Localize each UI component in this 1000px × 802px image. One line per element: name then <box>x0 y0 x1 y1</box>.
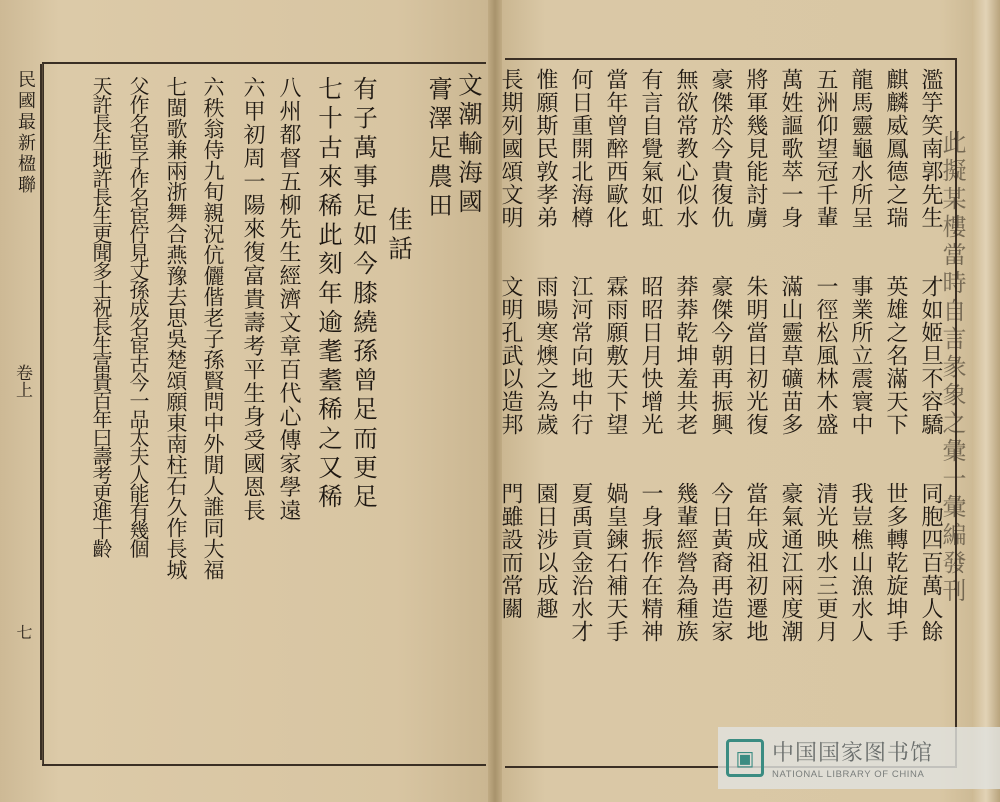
bleed-through-text: 此擬某樓當時自言彖象之彙一彙編發刊 <box>938 130 966 606</box>
text-column: 六秩翁侍九旬親況伉儷偕老子孫賢問中外閒人誰同大福 <box>201 76 225 580</box>
text-column: 八州都督五柳先生經濟文章百代心傳家學遠 <box>276 76 301 523</box>
volume-mark: 卷上 <box>12 364 32 398</box>
text-column: 七閩歌兼兩浙舞合燕豫去思吳楚頌願東南柱石久作長城 <box>164 76 188 580</box>
watermark-cn: 中国国家图书馆 <box>772 741 934 766</box>
text-column: 無欲常教心似水 莽莽乾坤羞共老 幾輩經營為種族 <box>673 68 698 643</box>
left-text-frame <box>42 62 486 766</box>
page-number: 七 <box>14 624 33 640</box>
text-column: 龍馬靈龜水所呈 事業所立震寰中 我豈樵山漁水人 <box>848 68 873 643</box>
text-column: 天許長生地許長生更聞多士祝長生富貴百年曰壽考更進十齡 <box>89 76 113 557</box>
text-column: 七十古來稀此刻年逾耄耋稀之又稀 <box>315 76 344 513</box>
text-column: 當年曾醉西歐化 霖雨願敷天下望 媧皇鍊石補天手 <box>603 68 628 643</box>
watermark-en: NATIONAL LIBRARY OF CHINA <box>772 769 925 780</box>
text-column: 將軍幾見能討虜 朱明當日初光復 當年成祖初遷地 <box>743 68 768 643</box>
text-column: 長期列國頌文明 文明孔武以造邦 門雖設而常關 <box>498 68 523 620</box>
text-column: 何日重開北海樽 江河常向地中行 夏禹貢金治水才 <box>568 68 593 643</box>
page-edge <box>972 0 1000 802</box>
text-column: 文潮輸海國 <box>455 72 484 218</box>
text-column: 有子萬事足如今膝繞孫曾足而更足 <box>350 76 379 513</box>
text-column: 萬姓謳歌萃一身 滿山靈草礦苗多 豪氣通江兩度潮 <box>778 68 803 643</box>
text-column: 豪傑於今貴復仇 豪傑今朝再振興 今日黃裔再造家 <box>708 68 733 643</box>
text-column: 惟願斯民敦孝弟 雨暘寒燠之為歲 園日涉以成趣 <box>533 68 558 620</box>
margin-running-head <box>4 64 42 760</box>
section-heading: 佳話 <box>385 148 414 265</box>
text-column: 五洲仰望冠千輩 一徑松風林木盛 清光映水三更月 <box>813 68 838 643</box>
library-logo-icon: ▣ <box>726 739 764 777</box>
text-column: 父作名宦子作名宦佇見丈孫成名宦古今一品太夫人能有幾個 <box>126 76 150 557</box>
library-watermark <box>718 727 1000 789</box>
text-column: 膏澤足農田 <box>425 76 454 222</box>
text-column: 六甲初周一陽來復富貴壽考平生身受國恩長 <box>240 76 265 523</box>
text-column: 有言自覺氣如虹 昭昭日月快增光 一身振作在精神 <box>638 68 663 643</box>
text-column: 麒麟威鳳德之瑞 英雄之名滿天下 世多轉乾旋坤手 <box>883 68 908 643</box>
running-title: 民國最新楹聯 <box>15 70 36 196</box>
right-text-frame <box>498 58 957 768</box>
text-column: 濫竽笑南郭先生 才如姬旦不容驕 同胞四百萬人餘 <box>918 68 943 643</box>
